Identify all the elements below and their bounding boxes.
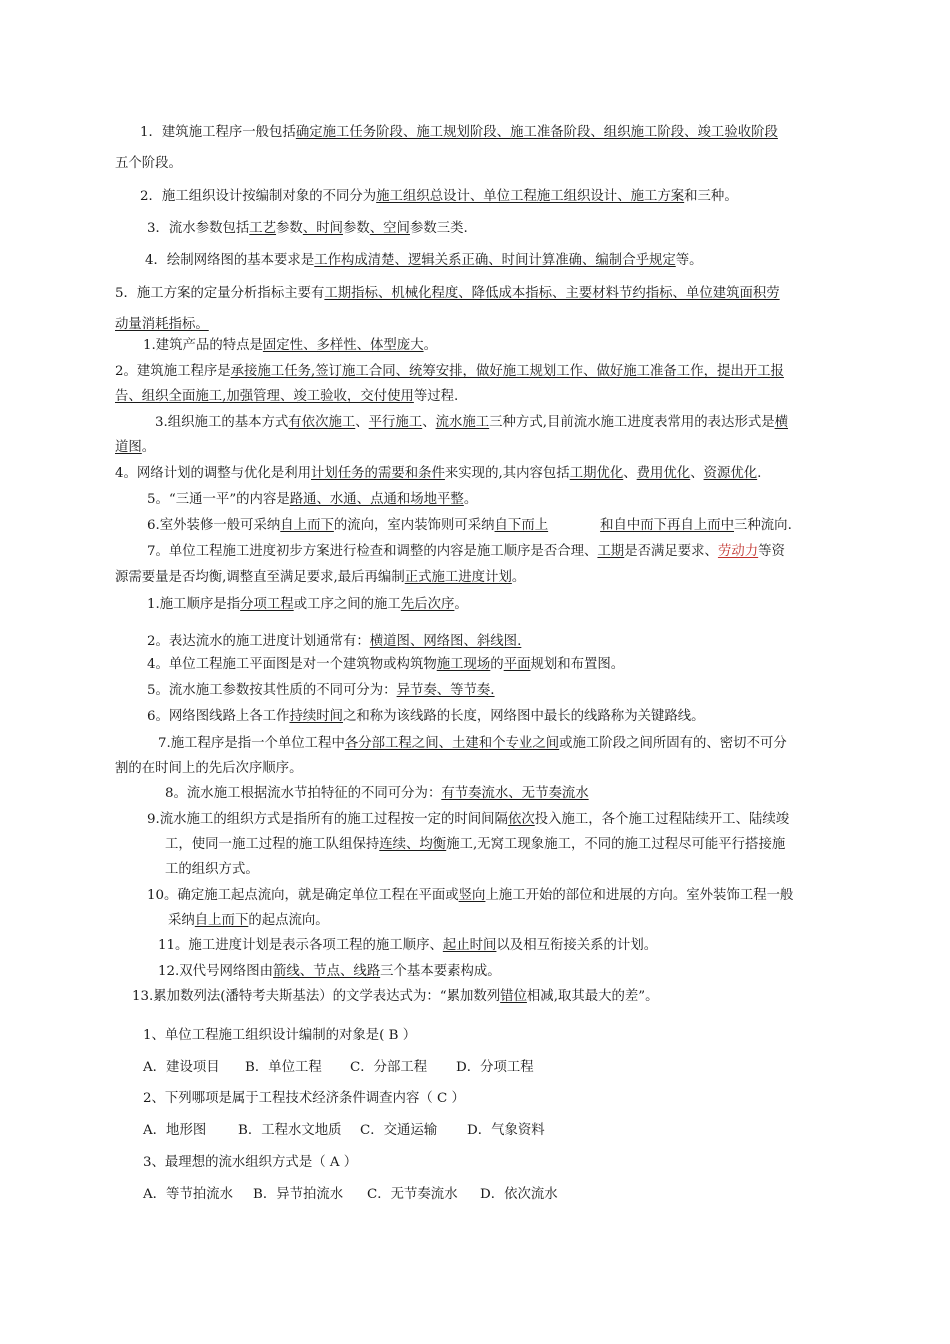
text: 2。表达流水的施工进度计划通常有： (147, 634, 370, 649)
b3-line11 (158, 938, 657, 955)
option: B．工程水文地质 (238, 1123, 342, 1138)
b2-line5 (147, 492, 477, 509)
text: 2．施工组织设计按编制对象的不同分为 (140, 189, 377, 204)
text: 等资 (758, 544, 785, 559)
answer: 异节奏、等节奏. (396, 683, 495, 698)
b2-line2-cont (115, 389, 458, 406)
answer: 先后次序 (400, 597, 455, 612)
b3-line10-cont (168, 913, 329, 930)
b1-line1-cont: 五个阶段。 (115, 156, 182, 171)
text: 。 (511, 570, 526, 585)
answer: 有节奏流水、无节奏流水 (441, 786, 589, 801)
b2-line7-cont (115, 570, 525, 587)
text: 2。建筑施工程序是 (115, 364, 231, 379)
text: 之和称为该线路的长度，网络图中最长的线路称为关键路线。 (343, 709, 705, 724)
question-3: 3、最理想的流水组织方式是（ A ） (143, 1155, 358, 1170)
b1-line4 (145, 253, 703, 270)
answer: 正式施工进度计划 (404, 570, 512, 585)
text: 7.施工程序是指一个单位工程中 (158, 736, 345, 751)
b1-line3 (147, 221, 468, 238)
answer: 工艺 (249, 221, 277, 236)
text: 12.双代号网络图由 (158, 964, 274, 979)
text: 7。单位工程施工进度初步方案进行检查和调整的内容是施工顺序是否合理、 (147, 544, 598, 559)
text: 6。网络图线路上各工作 (147, 709, 290, 724)
text: 4。网络计划的调整与优化是利用 (115, 466, 311, 481)
answer: 连续、均衡 (379, 837, 447, 852)
text: 1.建筑产品的特点是 (143, 338, 263, 353)
text: 和三种。 (684, 189, 738, 204)
text: 5．施工方案的定量分析指标主要有 (115, 286, 325, 301)
b3-line5 (147, 683, 495, 700)
text: 投入施工，各个施工过程陆续开工、陆续竣 (534, 812, 790, 827)
text: 或施工阶段之间所固有的、密切不可分 (559, 736, 787, 751)
text: 10。确定施工起点流向，就是确定单位工程在平面或 (147, 888, 459, 903)
text: 参数 (343, 221, 370, 236)
option: C．无节奏流水 (367, 1187, 458, 1202)
text: 3.组织施工的基本方式 (155, 415, 289, 430)
answer: 施工组织总设计、单位工程施工组织设计、施工方案 (376, 189, 685, 204)
b1-line1 (140, 125, 778, 142)
question-1: 1、单位工程施工组织设计编制的对象是( B ） (143, 1028, 417, 1043)
option: C．交通运输 (360, 1123, 438, 1138)
answer-highlight: 劳动力 (717, 544, 759, 559)
answer: 平面 (503, 657, 531, 672)
answer: 平行施工 (368, 415, 423, 430)
answer: 错位 (500, 989, 527, 1004)
text: 6.室外装修一般可采纳 (147, 518, 281, 533)
text: 三个基本要素构成。 (380, 964, 501, 979)
option: D．分项工程 (456, 1060, 534, 1075)
b3-line6 (147, 709, 705, 726)
answer: 工期 (597, 544, 625, 559)
option: B．异节拍流水 (253, 1187, 344, 1202)
answer: 有依次施工 (288, 415, 356, 430)
b2-line2 (115, 364, 784, 381)
question-3-options (143, 1187, 558, 1204)
answer: 各分部工程之间、土建和个专业之间 (344, 736, 560, 751)
answer: 承接施工任务,签订施工合同、统筹安排，做好施工规划工作、做好施工准备工作，提出开工报 (230, 364, 784, 379)
question-1-options (143, 1060, 534, 1077)
answer: 自下而上 (494, 518, 549, 533)
text: 参数 (276, 221, 303, 236)
text: 相减,取其最大的差”。 (526, 989, 659, 1004)
b1-line5-cont: 动量消耗指标。 (115, 317, 209, 332)
b3-line7-cont: 割的在时间上的先后次序顺序。 (115, 761, 303, 776)
answer: 固定性、多样性、体型庞大 (262, 338, 424, 353)
text: 的流向，室内装饰则可采纳 (333, 518, 495, 533)
b2-line3-cont (115, 440, 155, 457)
text: 等。 (675, 253, 703, 268)
answer: 流水施工 (435, 415, 490, 430)
question-2: 2、下列哪项是属于工程技术经济条件调查内容（ C ） (143, 1091, 465, 1106)
answer: 告、组织全面施工,加强管理、竣工验收，交付使用 (115, 389, 414, 404)
b3-line1 (147, 597, 468, 614)
b3-line8 (165, 786, 589, 803)
text: 上施工开始的部位和进展的方向。室外装饰工程一般 (485, 888, 794, 903)
text: 三种方式,目前流水施工进度表常用的表达形式是 (489, 415, 775, 430)
b1-line2 (140, 189, 738, 206)
b2-line3 (155, 415, 788, 432)
text: 三种流向. (734, 518, 792, 533)
text: 施工,无窝工现象施工，不同的施工过程尽可能平行搭接施 (446, 837, 786, 852)
answer: 依次 (507, 812, 535, 827)
b3-line9-cont2: 工的组织方式。 (165, 862, 259, 877)
b2-line1 (143, 338, 437, 355)
answer: 路通、水通、点通和场地平整 (289, 492, 464, 507)
text: 、 (355, 415, 369, 430)
b3-line9-cont (165, 837, 785, 854)
answer: 和自中而下再自上而中 (600, 518, 735, 533)
option: C．分部工程 (350, 1060, 428, 1075)
option: D．气象资料 (467, 1123, 545, 1138)
text: 4．绘制网络图的基本要求是 (145, 253, 315, 268)
b2-line4 (115, 466, 761, 483)
option: B．单位工程 (245, 1060, 322, 1075)
text: 、 (422, 415, 436, 430)
text: 。 (423, 338, 437, 353)
text: 3．流水参数包括 (147, 221, 250, 236)
text: 的 (490, 657, 504, 672)
text: 规划和布置图。 (530, 657, 625, 672)
b3-line13 (132, 989, 659, 1006)
b3-line10 (147, 888, 793, 905)
b2-line6 (147, 518, 792, 535)
text: 以及相互衔接关系的计划。 (496, 938, 658, 953)
text: 1．建筑施工程序一般包括 (140, 125, 296, 140)
answer: 道图 (115, 440, 142, 455)
answer: 工期优化 (569, 466, 624, 481)
text: . (757, 466, 762, 481)
option: A．等节拍流水 (143, 1187, 234, 1202)
text: 1.施工顺序是指 (147, 597, 241, 612)
text: 是否满足要求、 (624, 544, 718, 559)
answer: 资源优化 (703, 466, 758, 481)
text: 来实现的,其内容包括 (444, 466, 570, 481)
answer: 工期指标、机械化程度、降低成本指标、主要材料节约指标、单位建筑面积劳 (324, 286, 780, 301)
answer: 、时间 (302, 221, 343, 236)
b3-line4 (147, 657, 624, 674)
option: D．依次流水 (480, 1187, 558, 1202)
text: 。 (454, 597, 468, 612)
text: 13.累加数列法(潘特考夫斯基法）的文学表达式为：“累加数列 (132, 989, 501, 1004)
text: 参数三类. (409, 221, 468, 236)
answer: 分项工程 (240, 597, 294, 612)
text: 5。“三通一平”的内容是 (147, 492, 290, 507)
text: 8。流水施工根据流水节拍特征的不同可分为： (165, 786, 442, 801)
b3-line9 (147, 812, 789, 829)
text: 工，使同一施工过程的施工队组保持 (165, 837, 380, 852)
answer: 箭线、节点、线路 (273, 964, 381, 979)
b3-line12 (158, 964, 501, 981)
text: 的起点流向。 (248, 913, 329, 928)
answer: 持续时间 (289, 709, 343, 724)
answer: 施工现场 (436, 657, 491, 672)
answer: 横 (774, 415, 789, 430)
text: 采纳 (168, 913, 195, 928)
answer: 自上而下 (194, 913, 249, 928)
text: 9.流水施工的组织方式是指所有的施工过程按一定的时间间隔 (147, 812, 508, 827)
text: 等过程. (413, 389, 459, 404)
option: A．建设项目 (143, 1060, 220, 1075)
text: 11。施工进度计划是表示各项工程的施工顺序、 (158, 938, 443, 953)
answer: 、空间 (369, 221, 410, 236)
text: 4。单位工程施工平面图是对一个建筑物或构筑物 (147, 657, 437, 672)
option: A．地形图 (143, 1123, 207, 1138)
b2-line7 (147, 544, 785, 561)
text: 或工序之间的施工 (293, 597, 401, 612)
question-2-options (143, 1123, 545, 1140)
answer: 竖向 (458, 888, 486, 903)
text: 源需要量是否均衡,调整直至满足要求,最后再编制 (115, 570, 405, 585)
answer: 工作构成清楚、逻辑关系正确、时间计算准确、编制合乎规定 (314, 253, 676, 268)
answer: 横道图、网络图、斜线图. (369, 634, 522, 649)
answer: 起止时间 (442, 938, 497, 953)
answer: 确定施工任务阶段、施工规划阶段、施工准备阶段、组织施工阶段、竣工验收阶段 (295, 125, 778, 140)
answer: 费用优化 (636, 466, 691, 481)
b1-line5 (115, 286, 780, 303)
text: 。 (141, 440, 156, 455)
text: 、 (690, 466, 704, 481)
answer: 自上而下 (280, 518, 334, 533)
b3-line7 (158, 736, 787, 753)
text: 5。流水施工参数按其性质的不同可分为： (147, 683, 397, 698)
answer: 计划任务的需要和条件 (311, 466, 445, 481)
text: 、 (623, 466, 637, 481)
text: 。 (463, 492, 478, 507)
b3-line2 (147, 634, 521, 651)
